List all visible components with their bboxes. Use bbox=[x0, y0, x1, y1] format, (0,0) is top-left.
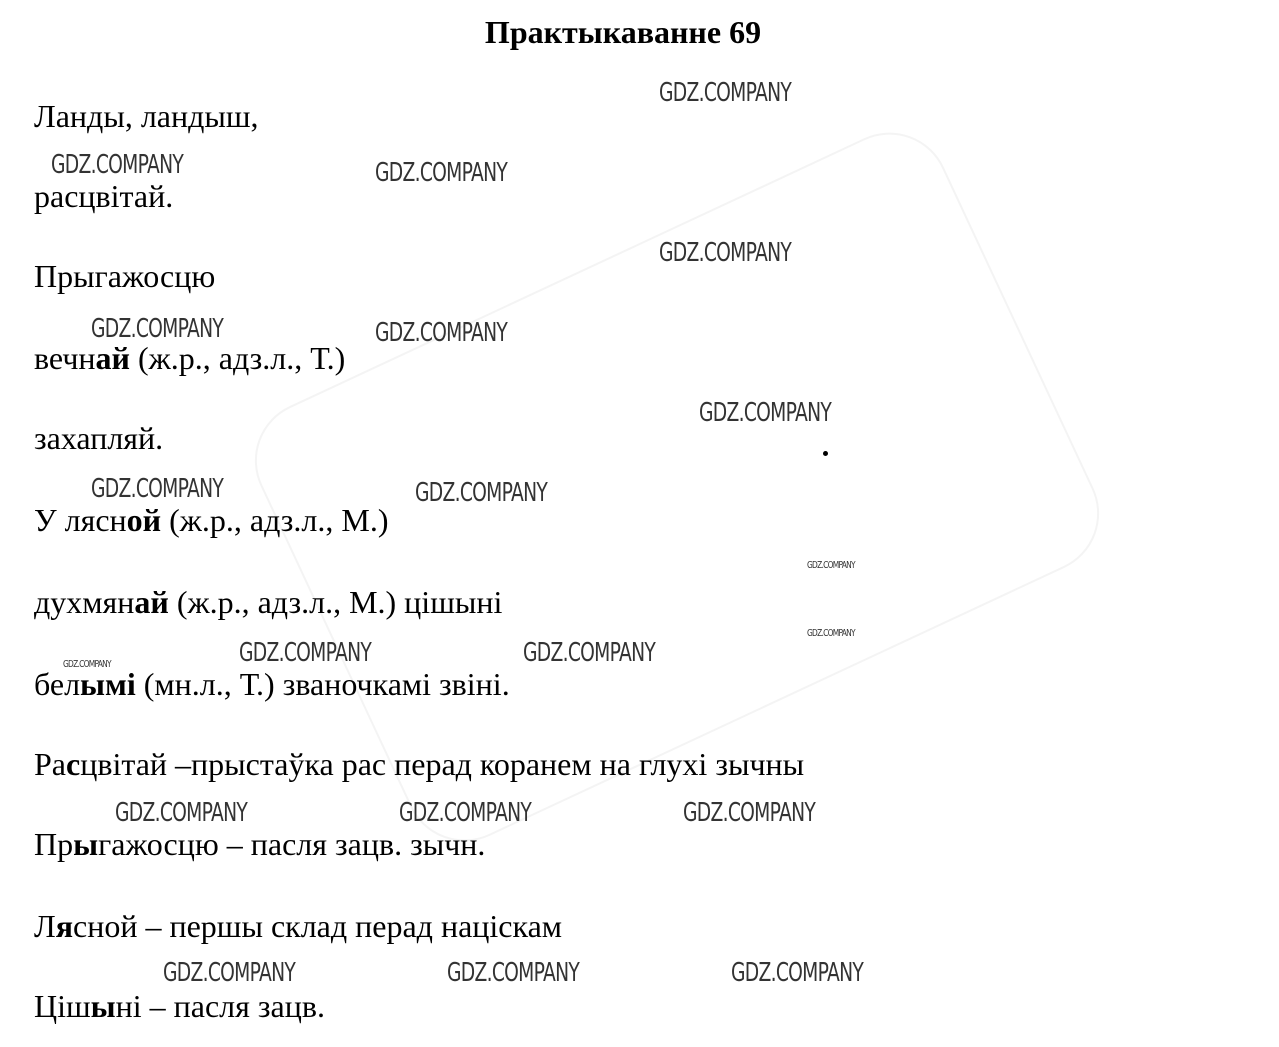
text-segment: Ра bbox=[34, 746, 66, 782]
page-title: Практыкаванне 69 bbox=[484, 14, 762, 50]
bold-ending: я bbox=[55, 908, 74, 944]
watermark: GDZ.COMPANY bbox=[523, 638, 656, 668]
watermark: GDZ.COMPANY bbox=[807, 628, 855, 639]
text-segment: духмян bbox=[34, 584, 135, 620]
text-line-11 bbox=[34, 908, 562, 944]
text-segment: (ж.р., адз.л., М.) цішыні bbox=[168, 584, 503, 620]
watermark: GDZ.COMPANY bbox=[731, 958, 864, 988]
text-segment: Ланды, ландыш, bbox=[34, 98, 259, 134]
text-segment: бел bbox=[34, 666, 81, 702]
text-segment: Прыгажосцю bbox=[34, 258, 216, 294]
watermark: GDZ.COMPANY bbox=[375, 158, 508, 188]
text-segment: (мн.л., Т.) званочкамі звіні. bbox=[135, 666, 510, 702]
text-line-7 bbox=[34, 584, 502, 620]
text-segment: (ж.р., адз.л., Т.) bbox=[129, 340, 346, 376]
text-line-12 bbox=[34, 988, 325, 1024]
text-segment: У лясн bbox=[34, 502, 127, 538]
watermark: GDZ.COMPANY bbox=[699, 398, 832, 428]
text-line-6 bbox=[34, 502, 388, 538]
text-segment: гажосцю – пасля зацв. зычн. bbox=[98, 826, 486, 862]
dot-mark bbox=[823, 451, 828, 456]
watermark: GDZ.COMPANY bbox=[399, 798, 532, 828]
watermark: GDZ.COMPANY bbox=[659, 78, 792, 108]
text-line-4 bbox=[34, 340, 345, 376]
watermark: GDZ.COMPANY bbox=[63, 659, 111, 670]
watermark: GDZ.COMPANY bbox=[91, 474, 224, 504]
text-line-2 bbox=[34, 178, 173, 214]
text-line-3 bbox=[34, 258, 215, 294]
watermark: GDZ.COMPANY bbox=[91, 314, 224, 344]
text-line-8 bbox=[34, 666, 510, 702]
text-segment: расцвітай. bbox=[34, 178, 174, 214]
text-segment: сной – першы склад перад націскам bbox=[73, 908, 563, 944]
watermark: GDZ.COMPANY bbox=[447, 958, 580, 988]
watermark: GDZ.COMPANY bbox=[375, 318, 508, 348]
text-segment: вечн bbox=[34, 340, 96, 376]
bold-ending: ымі bbox=[80, 666, 136, 702]
bold-ending: ы bbox=[73, 826, 99, 862]
bold-ending: ай bbox=[134, 584, 169, 620]
text-segment: цвітай –прыстаўка рас перад коранем на глухі зычны bbox=[80, 746, 805, 782]
text-line-1 bbox=[34, 98, 259, 134]
bold-ending: ы bbox=[90, 988, 116, 1024]
watermark: GDZ.COMPANY bbox=[659, 238, 792, 268]
bold-ending: ой bbox=[126, 502, 162, 538]
text-segment: (ж.р., адз.л., М.) bbox=[161, 502, 389, 538]
bold-ending: с bbox=[66, 746, 81, 782]
watermark: GDZ.COMPANY bbox=[683, 798, 816, 828]
text-line-10 bbox=[34, 826, 485, 862]
text-segment: Л bbox=[34, 908, 56, 944]
watermark: GDZ.COMPANY bbox=[807, 560, 855, 571]
text-line-9 bbox=[34, 746, 804, 782]
bold-ending: ай bbox=[95, 340, 130, 376]
watermark: GDZ.COMPANY bbox=[51, 150, 184, 180]
watermark: GDZ.COMPANY bbox=[163, 958, 296, 988]
watermark: GDZ.COMPANY bbox=[239, 638, 372, 668]
text-segment: ні – пасля зацв. bbox=[115, 988, 325, 1024]
text-segment: Ціш bbox=[34, 988, 91, 1024]
watermark: GDZ.COMPANY bbox=[415, 478, 548, 508]
text-line-5 bbox=[34, 420, 163, 456]
watermark: GDZ.COMPANY bbox=[115, 798, 248, 828]
text-segment: Пр bbox=[34, 826, 74, 862]
text-segment: захапляй. bbox=[34, 420, 164, 456]
